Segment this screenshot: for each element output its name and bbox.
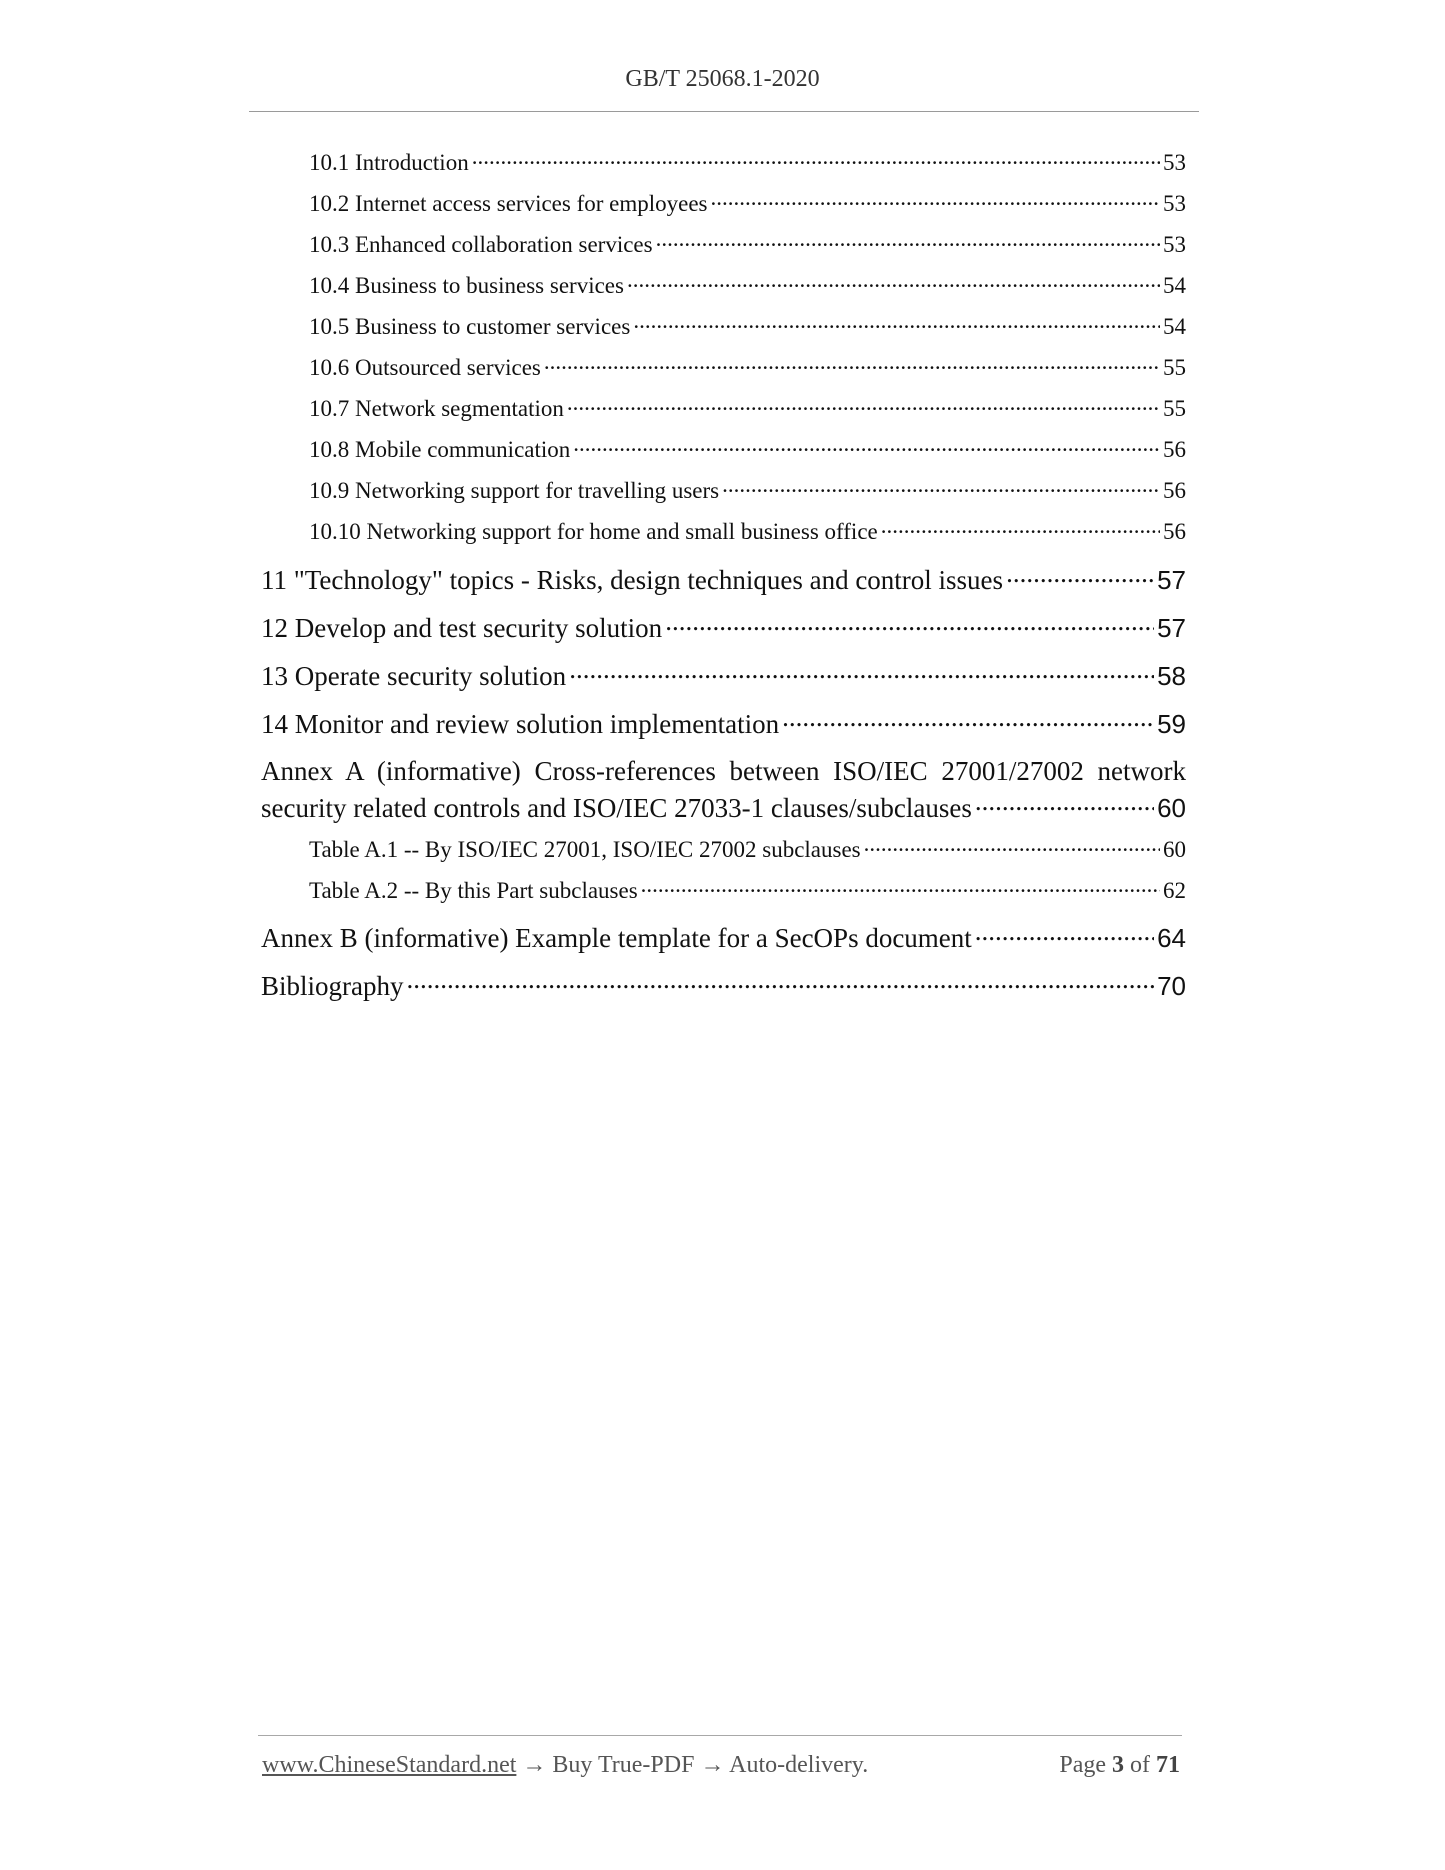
page-footer bbox=[262, 1752, 1180, 1779]
dot-leader bbox=[711, 188, 1160, 211]
toc-entry-title: 10.10 Networking support for home and small business office bbox=[309, 519, 878, 544]
dot-leader bbox=[1006, 562, 1154, 589]
toc-entry-10-5[interactable] bbox=[309, 311, 1186, 340]
toc-entry-annex-a-line1[interactable]: Annex A (informative) Cross-references between ISO/IEC 27001/27002 network bbox=[261, 756, 1186, 786]
footer-divider bbox=[258, 1735, 1182, 1736]
toc-entry-page: 62 bbox=[1163, 878, 1186, 903]
dot-leader bbox=[633, 311, 1160, 334]
dot-leader bbox=[864, 834, 1160, 857]
toc-entry-page: 53 bbox=[1163, 150, 1186, 175]
toc-entry-page: 59 bbox=[1157, 709, 1186, 739]
toc-entry-14[interactable] bbox=[261, 706, 1186, 740]
toc-entry-page: 57 bbox=[1157, 613, 1186, 643]
toc-entry-page: 70 bbox=[1157, 971, 1186, 1001]
toc-entry-11[interactable] bbox=[261, 562, 1186, 596]
toc-entry-annex-a[interactable] bbox=[261, 790, 1186, 824]
dot-leader bbox=[665, 610, 1154, 637]
toc-entry-bibliography[interactable] bbox=[261, 968, 1186, 1002]
arrow-right-icon: → bbox=[700, 1752, 725, 1778]
header-divider bbox=[249, 111, 1199, 112]
dot-leader bbox=[544, 352, 1160, 375]
footer-buy-text: Buy True-PDF bbox=[552, 1752, 695, 1778]
toc-entry-page: 55 bbox=[1163, 396, 1186, 421]
toc-entry-page: 56 bbox=[1163, 519, 1186, 544]
toc-entry-page: 56 bbox=[1163, 478, 1186, 503]
dot-leader bbox=[641, 875, 1160, 898]
dot-leader bbox=[656, 229, 1160, 252]
footer-promo bbox=[262, 1752, 868, 1779]
toc-entry-title: 12 Develop and test security solution bbox=[261, 613, 663, 643]
toc-entry-title: 10.9 Networking support for travelling users bbox=[309, 478, 720, 503]
toc-entry-13[interactable] bbox=[261, 658, 1186, 692]
toc-entry-10-9[interactable] bbox=[309, 475, 1186, 504]
toc-entry-title: 10.2 Internet access services for employees bbox=[309, 191, 708, 216]
toc-entry-10-3[interactable] bbox=[309, 229, 1186, 258]
toc-entry-title: security related controls and ISO/IEC 27033-1 clauses/subclauses bbox=[261, 793, 972, 823]
toc-entry-10-4[interactable] bbox=[309, 270, 1186, 299]
toc-entry-12[interactable] bbox=[261, 610, 1186, 644]
toc-entry-page: 56 bbox=[1163, 437, 1186, 462]
toc-entry-annex-b[interactable] bbox=[261, 920, 1186, 954]
page-label: Page bbox=[1059, 1752, 1106, 1778]
toc-entry-page: 55 bbox=[1163, 355, 1186, 380]
toc-entry-page: 64 bbox=[1157, 923, 1186, 953]
toc-entry-title: 10.4 Business to business services bbox=[309, 273, 624, 298]
toc-entry-10-6[interactable] bbox=[309, 352, 1186, 381]
dot-leader bbox=[407, 968, 1155, 995]
toc-entry-page: 53 bbox=[1163, 232, 1186, 257]
arrow-right-icon: → bbox=[522, 1752, 547, 1778]
dot-leader bbox=[975, 790, 1154, 817]
toc-entry-10-1[interactable] bbox=[309, 147, 1186, 176]
toc-entry-page: 54 bbox=[1163, 273, 1186, 298]
toc-entry-title: 10.7 Network segmentation bbox=[309, 396, 564, 421]
toc-entry-10-10[interactable] bbox=[309, 516, 1186, 545]
toc-entry-title: Annex B (informative) Example template for a SecOPs document bbox=[261, 923, 972, 953]
footer-site-link[interactable]: www.ChineseStandard.net bbox=[262, 1752, 517, 1778]
toc-entry-title: 10.5 Business to customer services bbox=[309, 314, 631, 339]
dot-leader bbox=[881, 516, 1160, 539]
total-pages: 71 bbox=[1156, 1752, 1180, 1778]
page-header-title: GB/T 25068.1-2020 bbox=[625, 66, 820, 92]
toc-entry-table-a2[interactable] bbox=[309, 875, 1186, 904]
dot-leader bbox=[567, 393, 1160, 416]
toc-entry-title: Table A.2 -- By this Part subclauses bbox=[309, 878, 638, 903]
toc-entry-10-7[interactable] bbox=[309, 393, 1186, 422]
toc-entry-title: 11 "Technology" topics - Risks, design techniques and control issues bbox=[261, 565, 1004, 595]
dot-leader bbox=[569, 658, 1154, 685]
toc-entry-page: 58 bbox=[1157, 661, 1186, 691]
toc-entry-table-a1[interactable] bbox=[309, 834, 1186, 863]
page-indicator bbox=[1059, 1752, 1180, 1779]
current-page-number: 3 bbox=[1112, 1752, 1124, 1778]
toc-entry-title: 10.1 Introduction bbox=[309, 150, 469, 175]
dot-leader bbox=[722, 475, 1160, 498]
toc-entry-page: 60 bbox=[1163, 837, 1186, 862]
of-label: of bbox=[1130, 1752, 1150, 1778]
toc-entry-page: 57 bbox=[1157, 565, 1186, 595]
dot-leader bbox=[627, 270, 1160, 293]
toc-entry-title: 14 Monitor and review solution implementation bbox=[261, 709, 780, 739]
toc-entry-title: 10.3 Enhanced collaboration services bbox=[309, 232, 653, 257]
dot-leader bbox=[472, 147, 1160, 170]
toc-entry-10-2[interactable] bbox=[309, 188, 1186, 217]
toc-entry-title: Bibliography bbox=[261, 971, 404, 1001]
toc-entry-page: 54 bbox=[1163, 314, 1186, 339]
dot-leader bbox=[975, 920, 1154, 947]
dot-leader bbox=[782, 706, 1154, 733]
toc-entry-10-8[interactable] bbox=[309, 434, 1186, 463]
toc-entry-title: Table A.1 -- By ISO/IEC 27001, ISO/IEC 27002 subclauses bbox=[309, 837, 861, 862]
toc-entry-title: 10.8 Mobile communication bbox=[309, 437, 571, 462]
toc-entry-page: 60 bbox=[1157, 793, 1186, 823]
footer-delivery-text: Auto-delivery. bbox=[729, 1752, 869, 1778]
dot-leader bbox=[573, 434, 1160, 457]
toc-entry-page: 53 bbox=[1163, 191, 1186, 216]
toc-entry-title: 13 Operate security solution bbox=[261, 661, 567, 691]
toc-entry-title: 10.6 Outsourced services bbox=[309, 355, 541, 380]
